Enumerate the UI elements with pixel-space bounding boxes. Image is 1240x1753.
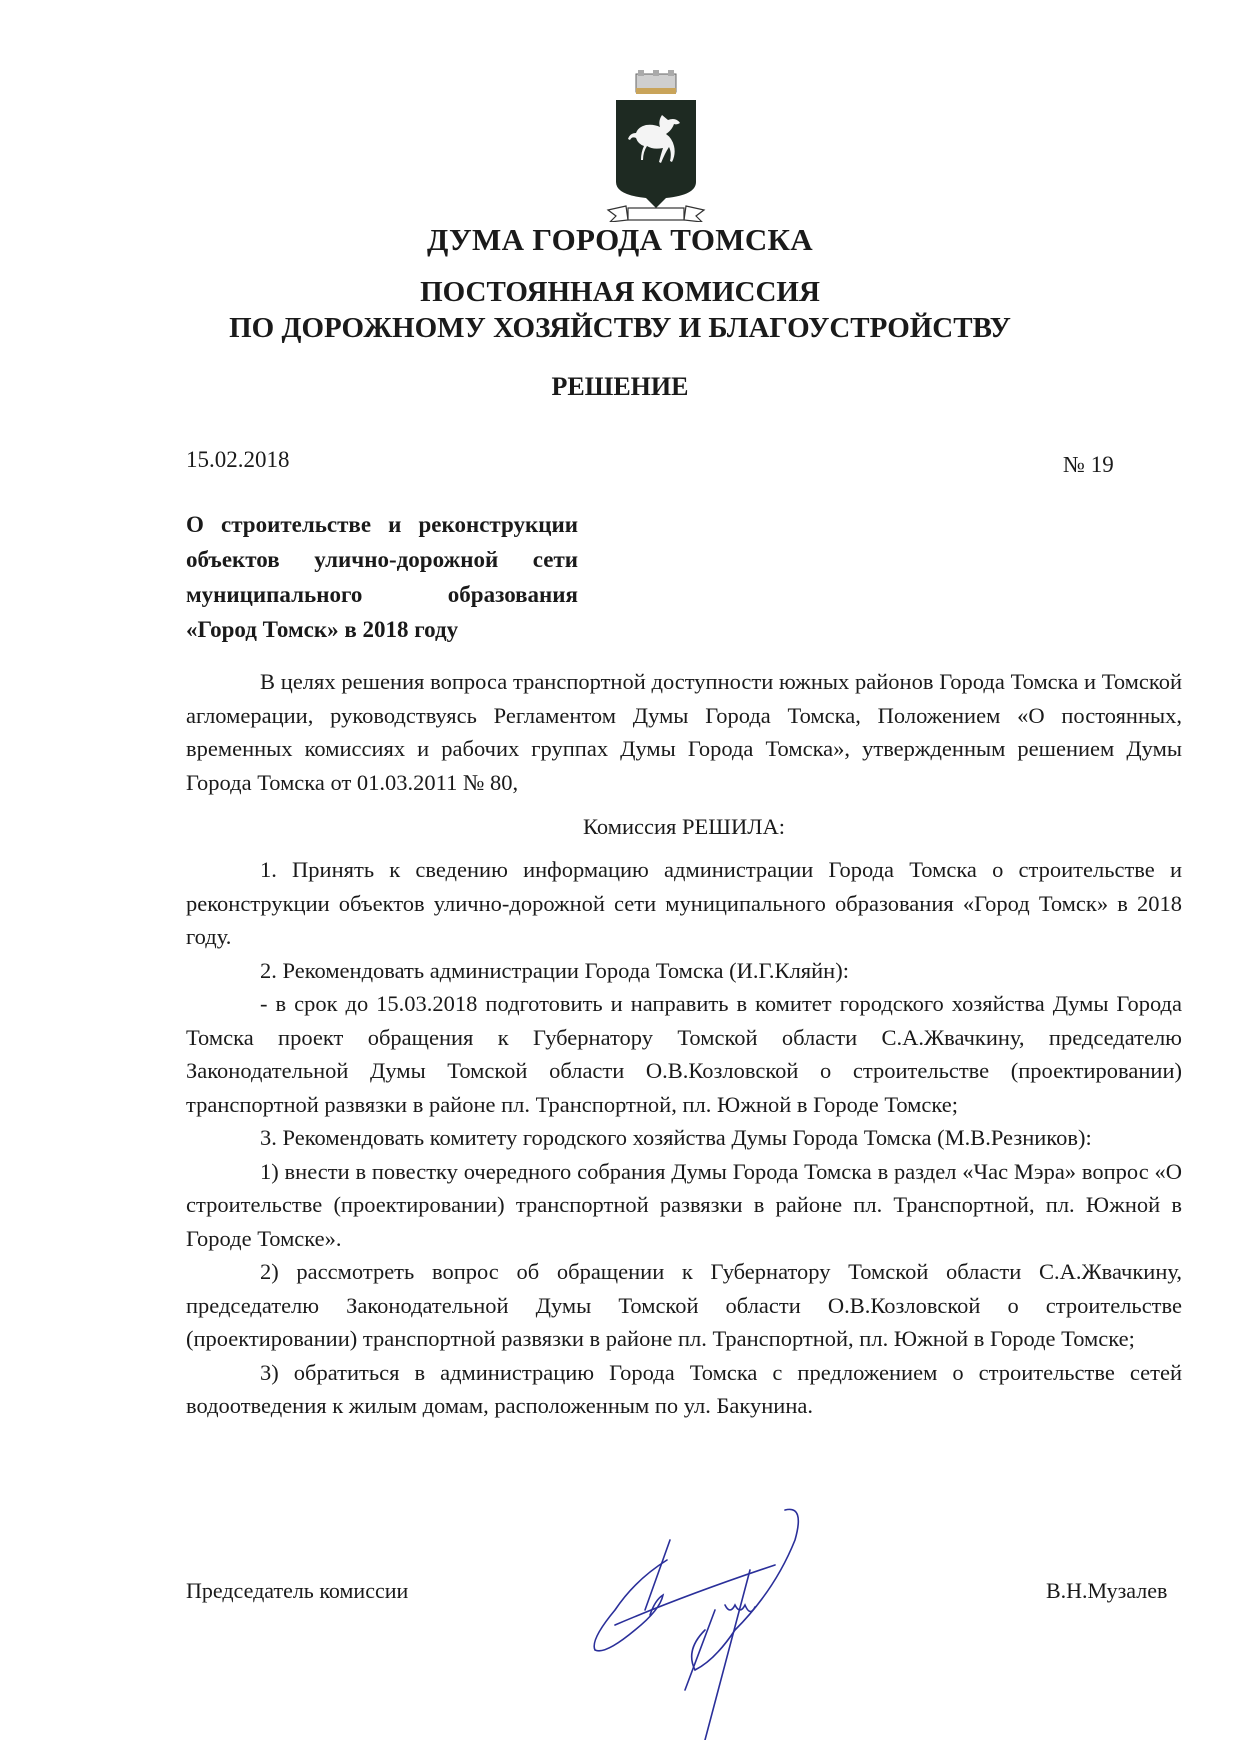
subject-line: «Город Томск» в 2018 году bbox=[186, 617, 459, 642]
document-type: РЕШЕНИЕ bbox=[551, 372, 689, 401]
commission-title-line1: ПОСТОЯННАЯ КОМИССИЯ bbox=[420, 276, 820, 308]
decision-item: 2) рассмотреть вопрос об обращении к Губернатору Томской области С.А.Жвачкину, председателю Законодательной Думы Томской области О.В.Козловской о строительстве (проектировании) транспортной развязки в районе пл. Транспортной, пл. Южной в Городе Томске; bbox=[186, 1259, 1182, 1351]
preamble-text: В целях решения вопроса транспортной доступности южных районов Города Томска и Томской агломерации, руководствуясь Регламентом Думы Города Томска, Положением «О постоянных, временных комиссиях и рабочих группах Думы Города Томска», утвержденным решением Думы Города Томска от 01.03.2011 № 80, bbox=[186, 669, 1182, 795]
subject-line: О строительстве и реконструкции bbox=[186, 512, 578, 537]
organization-title: ДУМА ГОРОДА ТОМСКА bbox=[427, 222, 813, 257]
tomsk-coat-of-arms-icon bbox=[606, 70, 706, 222]
decided-heading bbox=[186, 810, 1182, 844]
commission-title-line2: ПО ДОРОЖНОМУ ХОЗЯЙСТВУ И БЛАГОУСТРОЙСТВУ bbox=[229, 312, 1011, 344]
signatory-title: Председатель комиссии bbox=[186, 1578, 409, 1603]
document-subject bbox=[186, 507, 578, 647]
decision-item: 3) обратиться в администрацию Города Томска с предложением о строительстве сетей водоотведения к жилым домам, расположенным по ул. Бакунина. bbox=[186, 1359, 1182, 1418]
decision-item: - в срок до 15.03.2018 подготовить и направить в комитет городского хозяйства Думы Города Томска проект обращения к Губернатору Томской области С.А.Жвачкину, председателю Законодательной Думы Томской области О.В.Козловской о строительстве (проектировании) транспортной развязки в районе пл. Транспортной, пл. Южной в Городе Томске; bbox=[186, 991, 1182, 1117]
subject-line: муниципального образования bbox=[186, 582, 578, 607]
document-number: № 19 bbox=[1063, 452, 1114, 477]
decision-item: 2. Рекомендовать администрации Города Томска (И.Г.Кляйн): bbox=[260, 957, 849, 983]
decision-items bbox=[186, 853, 1182, 1423]
decided-label: Комиссия РЕШИЛА: bbox=[583, 814, 785, 839]
preamble bbox=[186, 665, 1182, 799]
document-date: 15.02.2018 bbox=[186, 447, 290, 472]
signatory-name: В.Н.Музалев bbox=[1046, 1578, 1168, 1603]
decision-item: 1) внести в повестку очередного собрания Думы Города Томска в раздел «Час Мэра» вопрос «О строительстве (проектировании) транспортной развязки в районе пл. Транспортной, пл. Южной в Городе Томске». bbox=[186, 1158, 1182, 1251]
decision-item: 3. Рекомендовать комитету городского хозяйства Думы Города Томска (М.В.Резников): bbox=[260, 1125, 1092, 1150]
handwritten-signature-icon bbox=[575, 1500, 845, 1740]
decision-item: 1. Принять к сведению информацию администрации Города Томска о строительстве и реконструкции объектов улично-дорожной сети муниципального образования «Город Томск» в 2018 году. bbox=[186, 857, 1182, 949]
subject-line: объектов улично-дорожной сети bbox=[186, 547, 578, 572]
